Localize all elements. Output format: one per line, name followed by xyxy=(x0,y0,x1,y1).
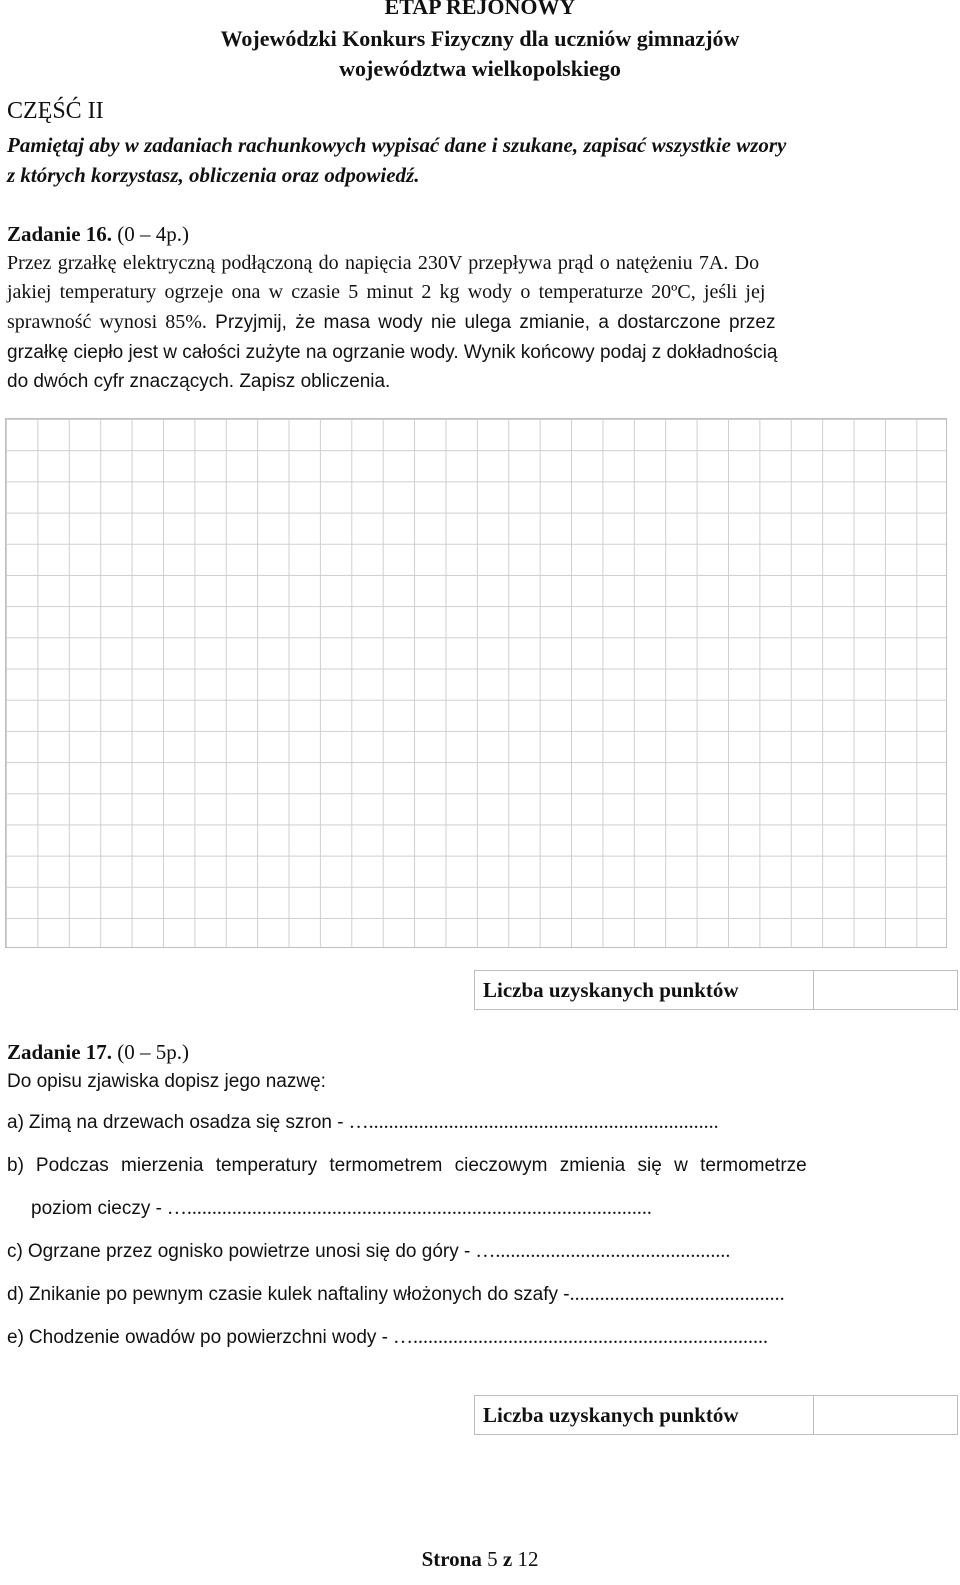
task17-score-field[interactable] xyxy=(814,1396,957,1434)
task17-score-box xyxy=(474,1395,958,1435)
task17-score-label: Liczba uzyskanych punktów xyxy=(475,1396,814,1434)
task17-number: Zadanie 17. xyxy=(7,1040,113,1064)
task16-line5: do dwóch cyfr znaczących. Zapisz obliczenia. xyxy=(7,371,391,392)
task17-intro: Do opisu zjawiska dopisz jego nazwę: xyxy=(7,1071,326,1092)
task16-line3: sprawność wynosi 85%. Przyjmij, że masa wody nie ulega zmianie, a dostarczone przez xyxy=(7,311,776,333)
answer-blank[interactable]: …............................................................................................. xyxy=(161,1197,652,1219)
task17-title xyxy=(7,1040,189,1065)
task16-points: (0 – 4p.) xyxy=(117,222,190,246)
contest-name: Wojewódzki Konkurs Fizyczny dla uczniów gimnazjów xyxy=(220,26,740,51)
answer-blank[interactable]: …............................................... xyxy=(470,1240,731,1262)
task16-line4: grzałkę ciepło jest w całości zużyte na ogrzanie wody. Wynik końcowy podaj z dokładnością xyxy=(7,342,778,363)
task16-number: Zadanie 16. xyxy=(7,222,113,246)
task17-item-b: b) Podczas mierzenia temperatury termometrem cieczowym zmienia się w termometrze xyxy=(7,1155,807,1176)
task16-title xyxy=(7,222,189,247)
answer-blank[interactable]: ........................................... xyxy=(569,1283,785,1305)
task17-item-e: e) Chodzenie owadów po powierzchni wody - …....................................................................... xyxy=(7,1326,768,1348)
section-note-line1: Pamiętaj aby w zadaniach rachunkowych wypisać dane i szukane, zapisać wszystkie wzory xyxy=(7,133,787,157)
answer-blank[interactable]: …....................................................................... xyxy=(388,1326,768,1348)
task17-points: (0 – 5p.) xyxy=(117,1040,190,1064)
task16-score-field[interactable] xyxy=(814,971,957,1009)
task17-item-c: c) Ogrzane przez ognisko powietrze unosi się do góry - …............................................... xyxy=(7,1240,731,1262)
page-number: Strona 5 z 12 xyxy=(421,1547,539,1571)
task16-score-box xyxy=(474,970,958,1010)
section-note-line2: z których korzystasz, obliczenia oraz odpowiedź. xyxy=(7,163,420,187)
task17-item-d: d) Znikanie po pewnym czasie kulek naftaliny włożonych do szafy -........................................... xyxy=(7,1283,785,1305)
section-title: CZĘŚĆ II xyxy=(7,98,104,124)
task17-item-a: a) Zimą na drzewach osadza się szron - …...................................................................... xyxy=(7,1111,719,1133)
contest-stage: ETAP REJONOWY xyxy=(384,0,576,19)
contest-region: województwa wielkopolskiego xyxy=(339,56,621,81)
task16-score-label: Liczba uzyskanych punktów xyxy=(475,971,814,1009)
task16-line2: jakiej temperatury ogrzeje ona w czasie 5 minut 2 kg wody o temperaturze 20ºC, jeśli jej xyxy=(7,281,766,303)
answer-grid[interactable] xyxy=(5,418,947,948)
task16-line1: Przez grzałkę elektryczną podłączoną do napięcia 230V przepływa prąd o natężeniu 7A. Do xyxy=(7,252,760,274)
answer-blank[interactable]: …...................................................................... xyxy=(343,1111,719,1133)
task17-item-b-cont: poziom cieczy - …............................................................................................. xyxy=(31,1197,652,1219)
